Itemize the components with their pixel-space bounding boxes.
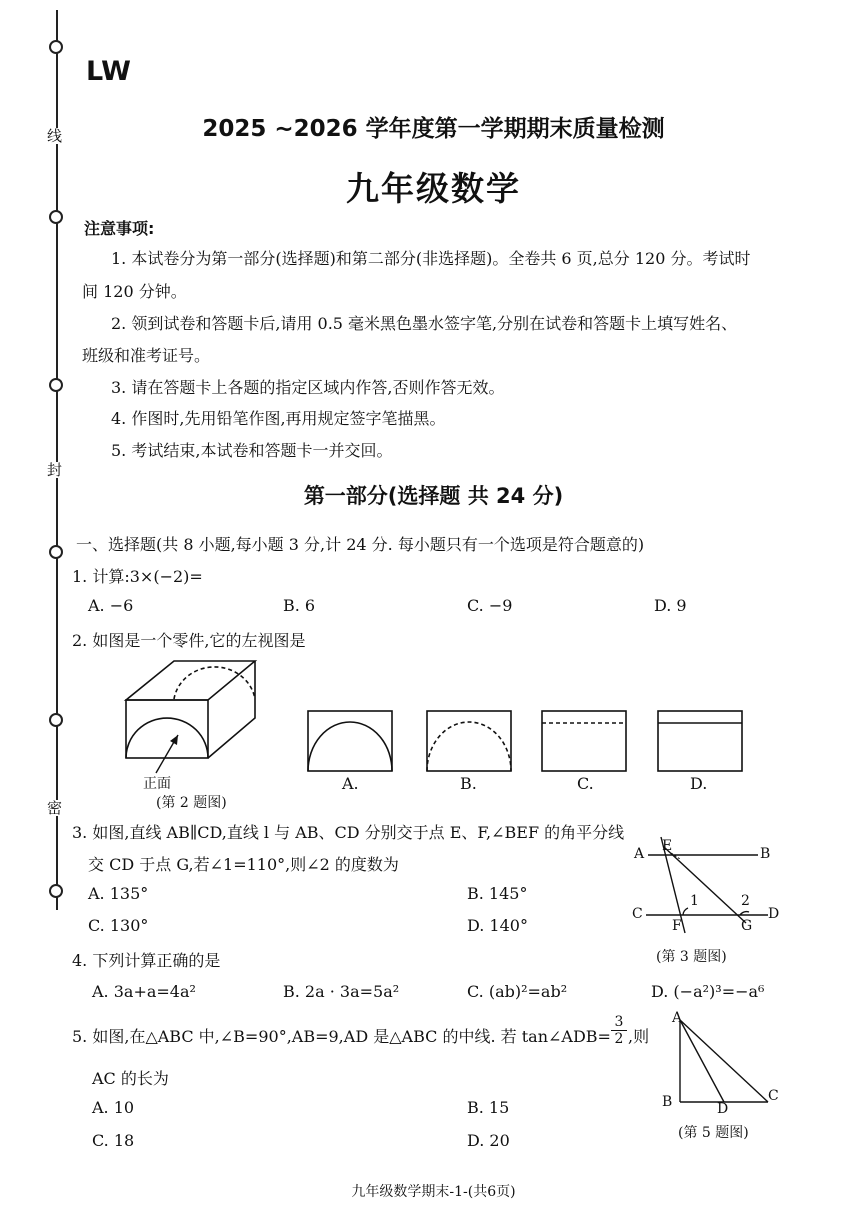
q1-option-b: B. 6 — [283, 596, 316, 615]
binding-hole — [49, 378, 63, 392]
q2-option-b-figure — [426, 710, 512, 772]
q2-part-3d-figure — [118, 655, 268, 775]
notice-item: 2. 领到试卷和答题卡后,请用 0.5 毫米黑色墨水签字笔,分别在试卷和答题卡上填写姓名、 — [111, 314, 738, 333]
q5-option-a: A. 10 — [92, 1098, 135, 1117]
q5-fraction-numerator: 3 — [611, 1014, 627, 1031]
q2-front-label: 正面 — [143, 776, 171, 792]
paper-code: LW — [86, 56, 131, 87]
binding-hole — [49, 545, 63, 559]
q3-point-c: C — [632, 906, 643, 922]
notice-item: 1. 本试卷分为第一部分(选择题)和第二部分(非选择题)。全卷共 6 页,总分 120 分。考试时 — [111, 249, 751, 268]
q1-option-a: A. −6 — [88, 596, 134, 615]
q2-option-d-label: D. — [690, 774, 708, 793]
q4-option-b: B. 2a · 3a=5a² — [283, 982, 400, 1001]
q2-option-b-label: B. — [460, 774, 477, 793]
binding-hole — [49, 884, 63, 898]
notice-item: 5. 考试结束,本试卷和答题卡一并交回。 — [111, 441, 393, 460]
notice-item: 间 120 分钟。 — [82, 282, 187, 301]
binding-hole — [49, 40, 63, 54]
q5-point-a: A — [672, 1010, 683, 1026]
notice-item: 4. 作图时,先用铅笔作图,再用规定签字笔描黑。 — [111, 409, 446, 428]
q1-option-c: C. −9 — [467, 596, 513, 615]
margin-label-line: 线 — [47, 127, 63, 145]
q5-option-c: C. 18 — [92, 1131, 135, 1150]
q3-angle-1: 1 — [690, 893, 699, 909]
notice-heading: 注意事项: — [84, 219, 155, 238]
question-5-stem-cont: AC 的长为 — [92, 1069, 169, 1088]
q5-fraction-denominator: 2 — [614, 1031, 624, 1047]
q4-option-d: D. (−a²)³=−a⁶ — [651, 982, 765, 1001]
q1-option-d: D. 9 — [654, 596, 687, 615]
q5-option-d: D. 20 — [467, 1131, 510, 1150]
q3-figure-caption: (第 3 题图) — [656, 949, 727, 965]
exam-title: 2025 ~2026 学年度第一学期期末质量检测 — [202, 116, 665, 142]
question-4-stem: 4. 下列计算正确的是 — [72, 951, 221, 970]
question-2-stem: 2. 如图是一个零件,它的左视图是 — [72, 631, 306, 650]
margin-label-dense: 密 — [47, 799, 63, 817]
section-title: 第一部分(选择题 共 24 分) — [303, 484, 564, 508]
margin-label-seal: 封 — [47, 461, 63, 479]
subject-title: 九年级数学 — [346, 169, 521, 208]
q5-point-d: D — [717, 1101, 729, 1117]
q2-option-a-figure — [307, 710, 393, 772]
q3-point-d: D — [768, 906, 780, 922]
question-5-stem: 5. 如图,在△ABC 中,∠B=90°,AB=9,AD 是△ABC 的中线. 若 tan∠ADB= — [72, 1027, 611, 1046]
q3-option-c: C. 130° — [88, 916, 149, 935]
section-intro: 一、选择题(共 8 小题,每小题 3 分,计 24 分. 每小题只有一个选项是符合题意的) — [76, 535, 645, 554]
q2-option-c-figure — [541, 710, 627, 772]
q2-option-d-figure — [657, 710, 743, 772]
q5-option-b: B. 15 — [467, 1098, 510, 1117]
q5-figure-caption: (第 5 题图) — [678, 1125, 749, 1141]
notice-item: 班级和准考证号。 — [82, 346, 211, 365]
q3-point-b: B — [760, 846, 771, 862]
q3-point-f: F — [672, 918, 682, 934]
q3-option-d: D. 140° — [467, 916, 528, 935]
notice-item: 3. 请在答题卡上各题的指定区域内作答,否则作答无效。 — [111, 378, 505, 397]
q3-option-a: A. 135° — [88, 884, 149, 903]
q5-point-b: B — [662, 1094, 673, 1110]
page-footer: 九年级数学期末-1-(共6页) — [351, 1184, 516, 1200]
q3-angle-2: 2 — [741, 893, 750, 909]
q5-triangle-figure — [670, 1014, 780, 1114]
question-3-stem-cont: 交 CD 于点 G,若∠1=110°,则∠2 的度数为 — [88, 855, 399, 874]
binding-margin-line — [56, 10, 58, 910]
question-1-stem: 1. 计算:3×(−2)= — [72, 567, 203, 586]
q3-point-e: E — [662, 838, 673, 854]
q3-option-b: B. 145° — [467, 884, 528, 903]
q5-fraction — [611, 1014, 627, 1047]
q2-figure-caption: (第 2 题图) — [156, 795, 227, 811]
question-5-stem-end: ,则 — [628, 1027, 650, 1046]
q5-point-c: C — [768, 1088, 779, 1104]
question-3-stem: 3. 如图,直线 AB∥CD,直线 l 与 AB、CD 分别交于点 E、F,∠BEF 的角平分线 — [72, 823, 625, 842]
q3-point-a: A — [634, 846, 645, 862]
q2-option-a-label: A. — [342, 774, 359, 793]
q4-option-a: A. 3a+a=4a² — [92, 982, 196, 1001]
q2-option-c-label: C. — [577, 774, 594, 793]
q4-option-c: C. (ab)²=ab² — [467, 982, 568, 1001]
q3-point-g: G — [741, 918, 753, 934]
binding-hole — [49, 713, 63, 727]
binding-hole — [49, 210, 63, 224]
